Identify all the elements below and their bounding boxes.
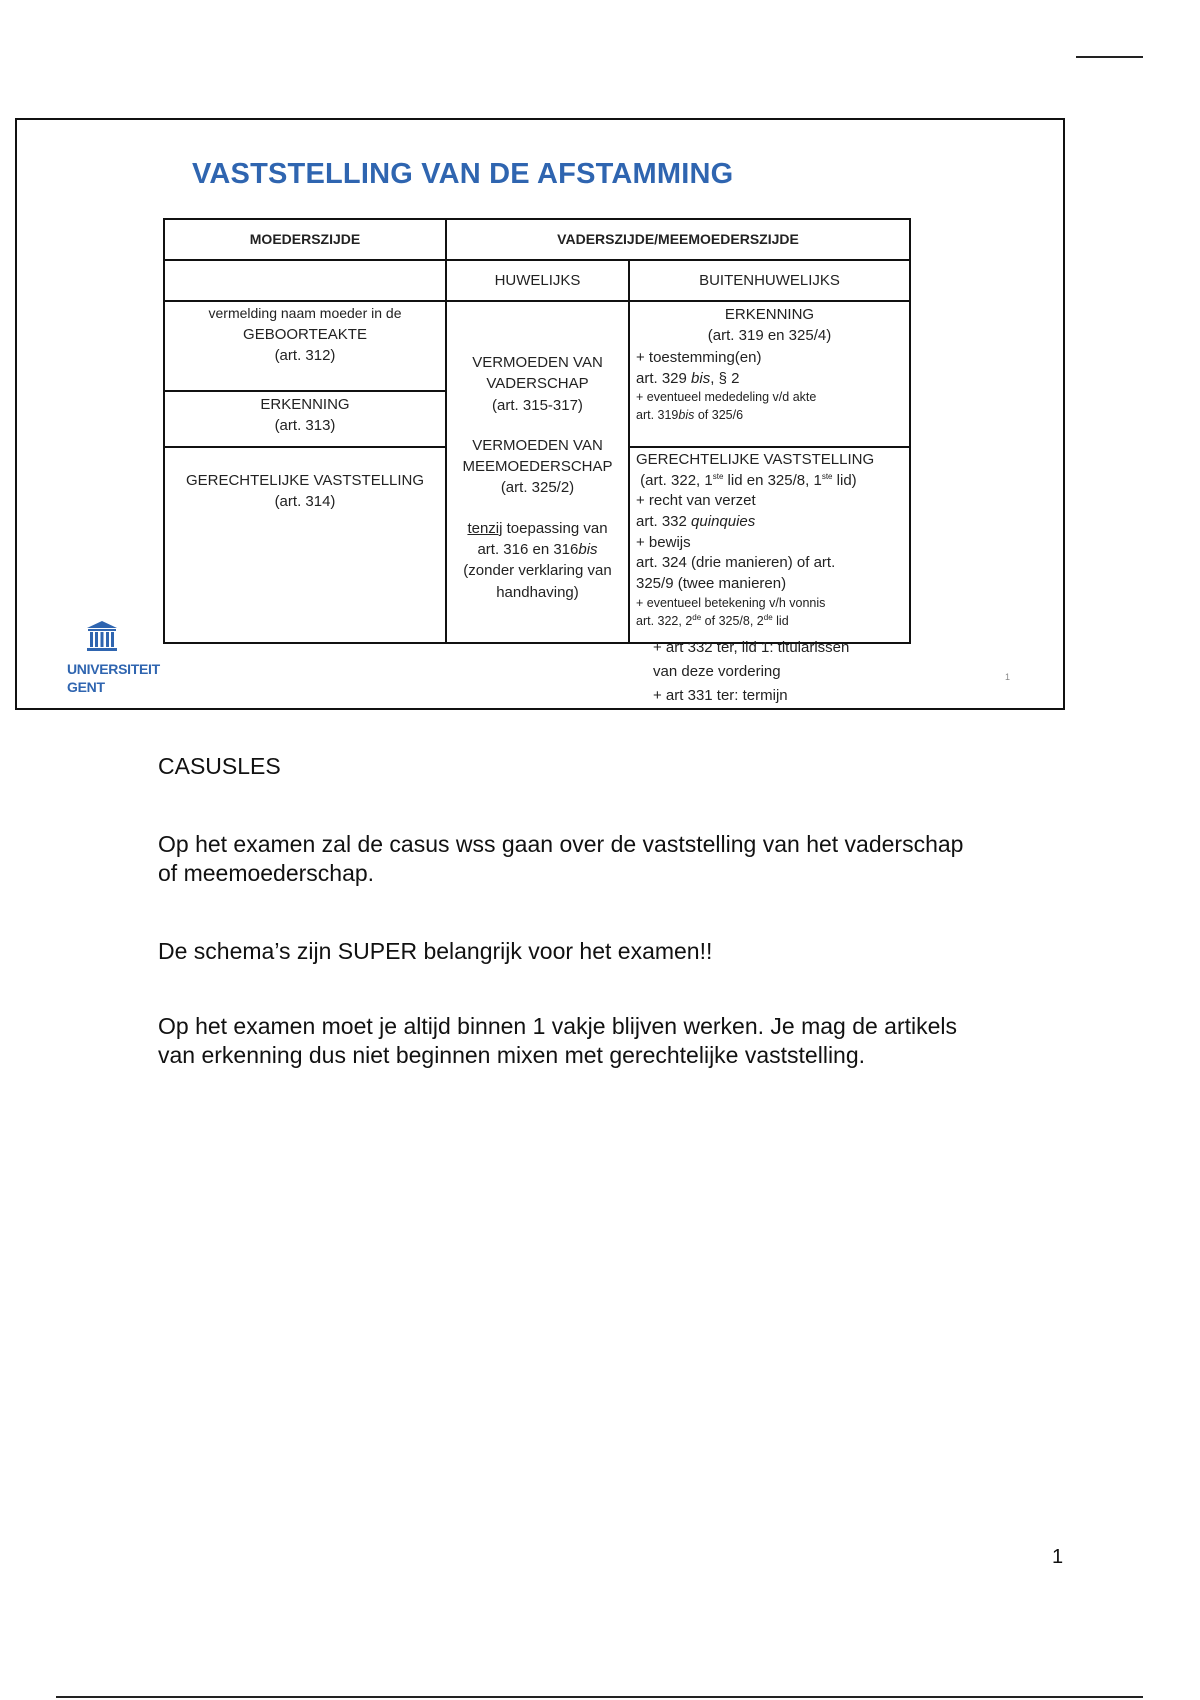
meemoederschap-line-3: (art. 325/2) xyxy=(500,479,575,497)
art316-text: art. 316 en 316 xyxy=(477,541,579,559)
top-rule xyxy=(1076,56,1143,58)
art319-suffix: of 325/6 xyxy=(694,407,744,422)
art322-part-a: art. 322, 2 xyxy=(636,614,693,629)
page-number: 1 xyxy=(1052,1546,1064,1568)
gerechtelijk-moeder-title: GERECHTELIJKE VASTSTELLING xyxy=(185,472,425,489)
logo-line-2: GENT xyxy=(67,679,105,695)
art316-bis: bis xyxy=(578,541,598,559)
ref-part-c: lid) xyxy=(832,471,857,489)
afstamming-schema-table xyxy=(163,218,911,644)
mededeling-line: + eventueel mededeling v/d akte xyxy=(636,390,817,405)
note-titularissen: + art 332 ter, lid 1: titularissen xyxy=(653,639,850,656)
ref-part-a: (art. 322, 1 xyxy=(640,471,713,489)
subheader-empty xyxy=(164,260,446,301)
bewijs-line: + bewijs xyxy=(636,533,691,551)
cell-gerechtelijk-moeder xyxy=(164,447,446,643)
tenzij-line xyxy=(453,518,622,539)
ref-sup-1: ste xyxy=(712,471,724,481)
subheader-row xyxy=(164,260,910,301)
section-heading: CASUSLES xyxy=(158,753,281,779)
art329-prefix: art. 329 xyxy=(636,369,692,387)
art319-line xyxy=(636,407,903,425)
tenzij-rest: toepassing van xyxy=(502,519,608,537)
meemoederschap-line-1: VERMOEDEN VAN xyxy=(472,436,603,454)
vaderschap-line-1: VERMOEDEN VAN xyxy=(472,354,603,371)
art319-bis: bis xyxy=(678,407,695,422)
paragraph-vakje: Op het examen moet je altijd binnen 1 vakje blijven werken. Je mag de artikels van erkenning dus niet beginnen mixen met gerechtelijke vaststelling. xyxy=(158,1013,958,1068)
subheader-buitenhuwelijks: BUITENHUWELIJKS xyxy=(629,260,910,301)
gerechtelijk-moeder-ref: (art. 314) xyxy=(274,493,336,511)
art322-sup-2: de xyxy=(763,613,773,623)
art322-sup-1: de xyxy=(692,613,702,623)
buiten-erkenning-ref: (art. 319 en 325/4) xyxy=(707,327,832,345)
cell-erkenning-moeder xyxy=(164,391,446,447)
art322-part-c: lid xyxy=(772,614,789,629)
art322-part-b: of 325/8, 2 xyxy=(701,614,764,629)
art332-prefix: art. 332 xyxy=(636,513,692,531)
buiten-gerechtelijk-ref xyxy=(636,471,903,492)
geboorteakte-line-1: vermelding naam moeder in de xyxy=(208,305,402,321)
art319-prefix: art. 319 xyxy=(636,407,679,422)
header-moederszijde: MOEDERSZIJDE xyxy=(164,219,446,260)
building-icon xyxy=(85,620,119,654)
verzet-line: + recht van verzet xyxy=(636,492,756,510)
vaderschap-line-2: VADERSCHAP xyxy=(486,375,589,393)
art329-bis: bis xyxy=(691,369,711,387)
geboorteakte-line-2: GEBOORTEAKTE xyxy=(243,325,367,343)
cell-geboorteakte xyxy=(164,301,446,391)
ref-part-b: lid en 325/8, 1 xyxy=(723,471,822,489)
art332-quinquies: quinquies xyxy=(691,513,756,531)
art329-line xyxy=(636,368,903,389)
art329-suffix: , § 2 xyxy=(710,369,740,387)
cell-huwelijks xyxy=(446,301,629,643)
header-row xyxy=(164,219,910,260)
art325-line: 325/9 (twee manieren) xyxy=(636,575,787,593)
slide-number: 1 xyxy=(1005,672,1011,682)
tenzij-word: tenzij xyxy=(467,519,503,537)
toestemming-line: + toestemming(en) xyxy=(636,348,762,366)
note-vordering: van deze vordering xyxy=(653,663,781,680)
cell-buiten-erkenning xyxy=(629,301,910,447)
logo-line-1: UNIVERSITEIT xyxy=(67,661,160,677)
subheader-huwelijks: HUWELIJKS xyxy=(446,260,629,301)
buiten-gerechtelijk-title: GERECHTELIJKE VASTSTELLING xyxy=(636,451,875,468)
geboorteakte-line-3: (art. 312) xyxy=(274,347,336,365)
art324-line: art. 324 (drie manieren) of art. xyxy=(636,554,836,572)
slide-title: VASTSTELLING VAN DE AFSTAMMING xyxy=(192,158,734,190)
meemoederschap-line-2: MEEMOEDERSCHAP xyxy=(462,458,613,476)
header-vaderszijde: VADERSZIJDE/MEEMOEDERSZIJDE xyxy=(446,219,910,260)
paragraph-schemas: De schema’s zijn SUPER belangrijk voor het examen!! xyxy=(158,938,713,964)
slide-frame xyxy=(15,118,1065,710)
ugent-logo xyxy=(67,620,160,695)
cell-buiten-gerechtelijk xyxy=(629,447,910,643)
erkenning-moeder-ref: (art. 313) xyxy=(274,417,336,435)
art322-line xyxy=(636,612,903,630)
document-body xyxy=(158,752,978,1070)
below-table-notes xyxy=(653,636,849,708)
zonder-line-1: (zonder verklaring van xyxy=(463,562,612,580)
art316-line xyxy=(453,539,622,560)
note-termijn: + art 331 ter: termijn xyxy=(653,687,788,704)
row-geboorteakte xyxy=(164,301,910,391)
bottom-rule xyxy=(56,1696,1143,1698)
buiten-erkenning-title: ERKENNING xyxy=(724,306,815,323)
betekening-line: + eventueel betekening v/h vonnis xyxy=(636,595,826,610)
paragraph-casus: Op het examen zal de casus wss gaan over de vaststelling van het vaderschap of meemoederschap. xyxy=(158,831,964,886)
ref-sup-2: ste xyxy=(821,471,833,481)
art332-line xyxy=(636,512,903,533)
erkenning-moeder-title: ERKENNING xyxy=(260,396,350,413)
vaderschap-line-3: (art. 315-317) xyxy=(492,396,583,414)
zonder-line-2: handhaving) xyxy=(496,583,579,601)
